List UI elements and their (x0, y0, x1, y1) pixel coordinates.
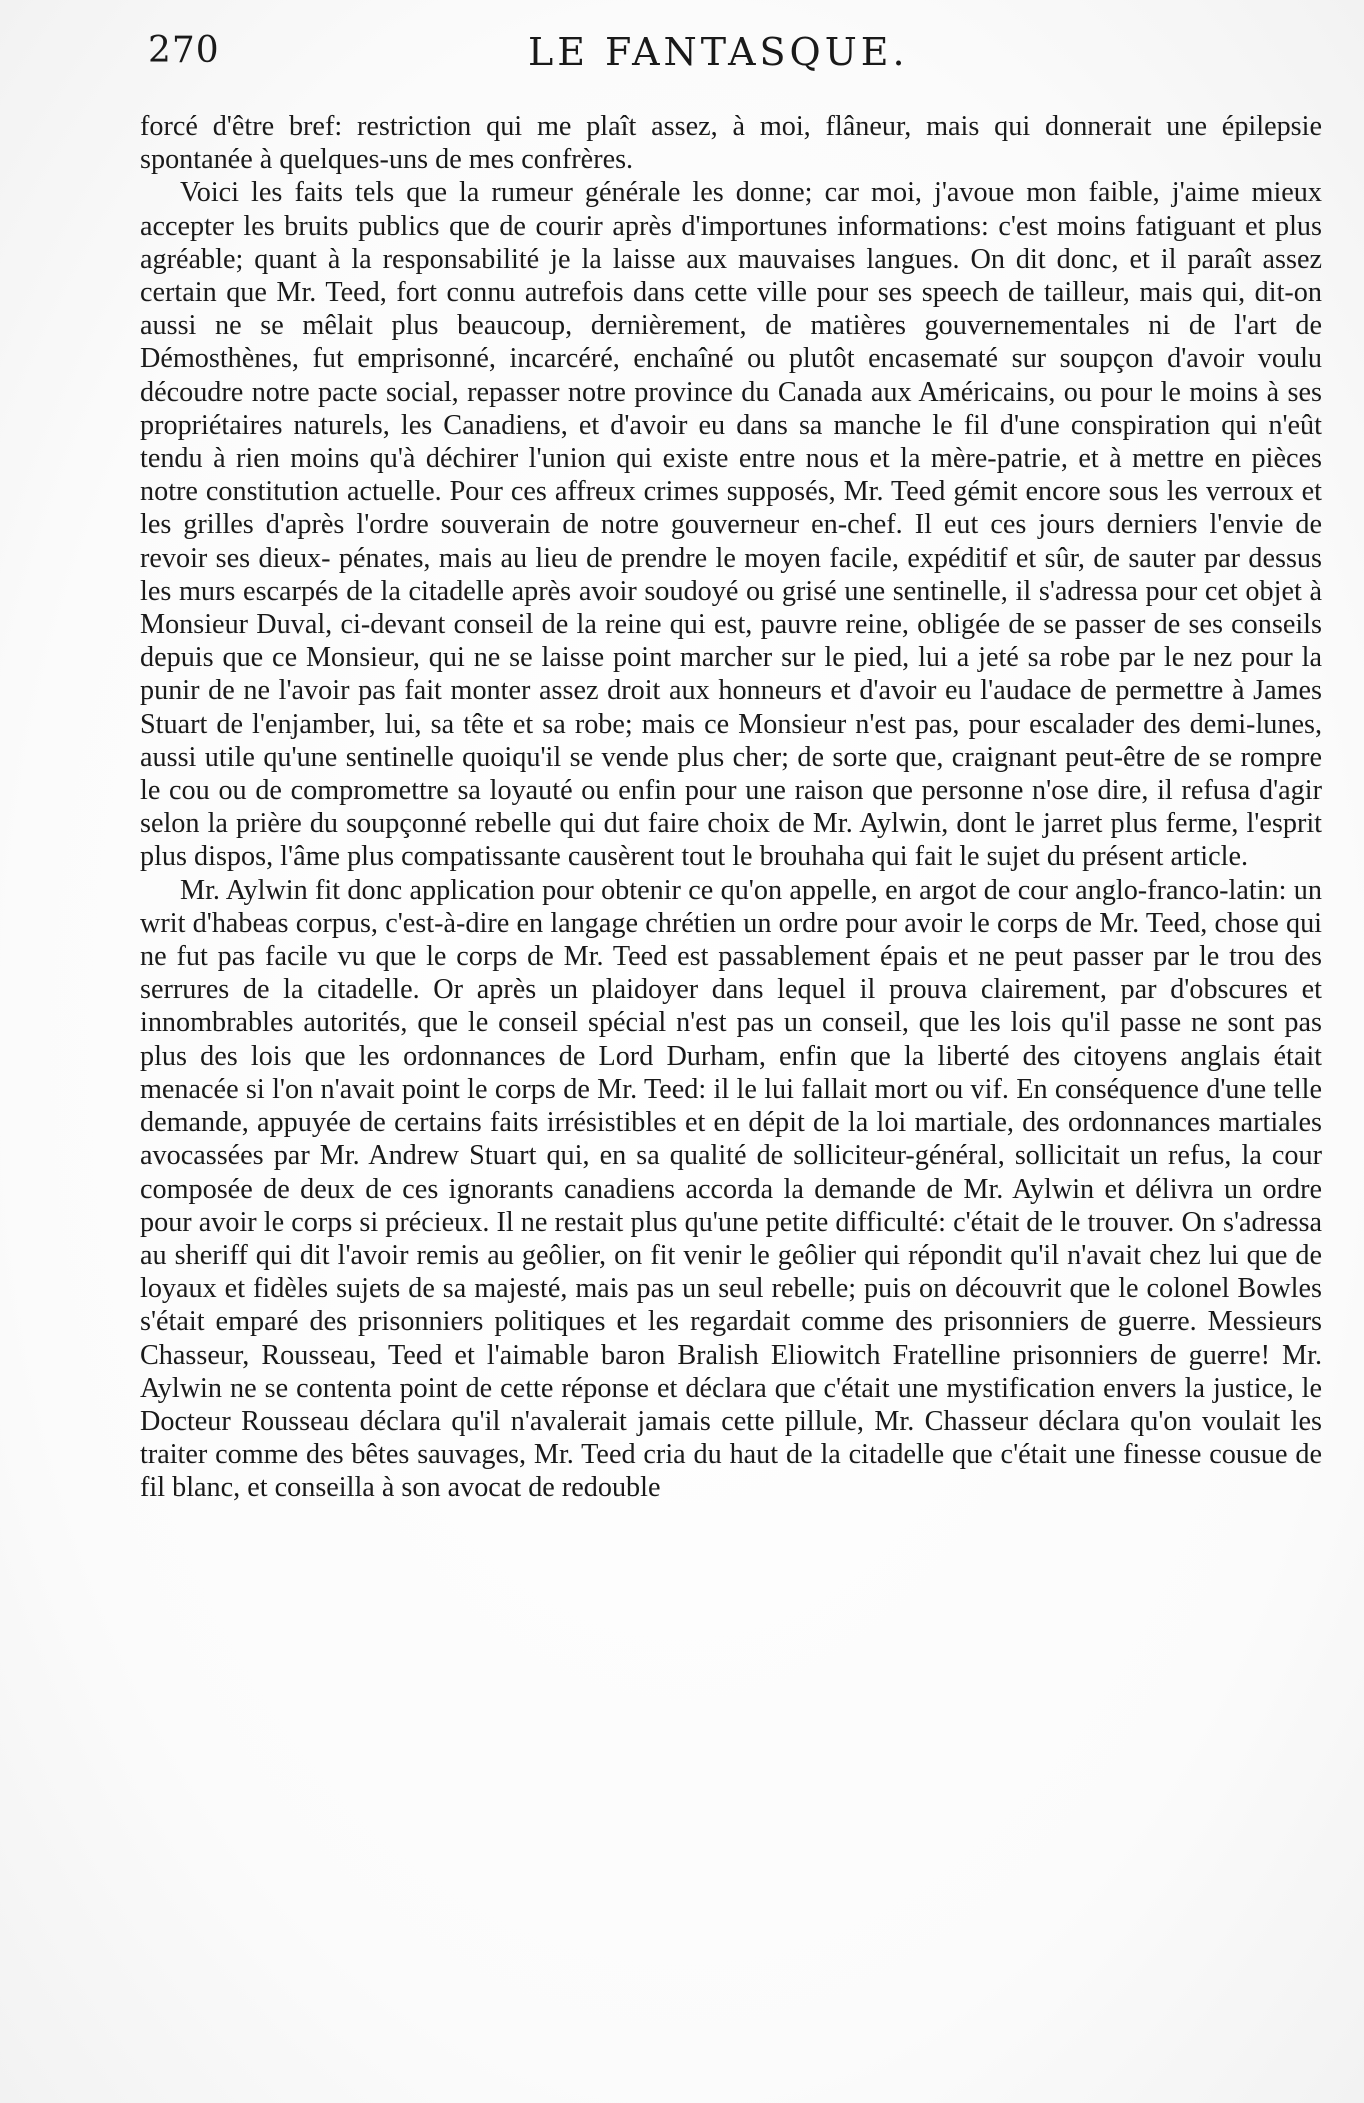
running-title: LE FANTASQUE. (528, 30, 909, 74)
paragraph-facts: Voici les faits tels que la rumeur générale les donne; car moi, j'avoue mon faible, j'aime mieux accepter les bruits publics que de courir après d'importunes informations: c'est moins fatiguant et plus agréable; quant à la responsabilité je la laisse aux mauvaises langues. On dit donc, et il paraît assez certain que Mr. Teed, fort connu autrefois dans cette ville pour ses speech de tailleur, mais qui, dit-on aussi ne se mêlait plus beaucoup, dernièrement, de matières gouvernementales ni de l'art de Démosthènes, fut emprisonné, incarcéré, enchaîné ou plutôt encasematé sur soupçon d'avoir voulu découdre notre pacte social, repasser notre province du Canada aux Américains, ou pour le moins à ses propriétaires naturels, les Canadiens, et d'avoir eu dans sa manche le fil d'une conspiration qui n'eût tendu à rien moins qu'à déchirer l'union qui existe entre nous et la mère-patrie, et à mettre en pièces notre constitution actuelle. Pour ces affreux crimes supposés, Mr. Teed gémit encore sous les verroux et les grilles d'après l'ordre souverain de notre gouverneur en-chef. Il eut ces jours derniers l'envie de revoir ses dieux- pénates, mais au lieu de prendre le moyen facile, expéditif et sûr, de sauter par dessus les murs escarpés de la citadelle après avoir soudoyé ou grisé une sentinelle, il s'adressa pour cet objet à Monsieur Duval, ci-devant conseil de la reine qui est, pauvre reine, obligée de se passer de ses conseils depuis que ce Monsieur, qui ne se laisse point marcher sur le pied, lui a jeté sa robe par le nez pour la punir de ne l'avoir pas fait monter assez droit aux honneurs et d'avoir eu l'audace de permettre à James Stuart de l'enjamber, lui, sa tête et sa robe; mais ce Monsieur n'est pas, pour escalader des demi-lunes, aussi utile qu'une sentinelle quoiqu'il se vende plus cher; de sorte que, craignant peut-être de se rompre le cou ou de compromettre sa loyauté ou enfin pour une raison que personne n'ose dire, il refusa d'agir selon la prière du soupçonné rebelle qui dut faire choix de Mr. Aylwin, dont le jarret plus ferme, l'esprit plus dispos, l'âme plus compatissante causèrent tout le brouhaha qui fait le sujet du présent article. (140, 177, 1322, 873)
page-header (148, 30, 1328, 90)
paragraph-continued: forcé d'être bref: restriction qui me plaît assez, à moi, flâneur, mais qui donnerait une épilepsie spontanée à quelques-uns de mes confrères. (140, 111, 1322, 176)
paragraph-habeas-corpus: Mr. Aylwin fit donc application pour obtenir ce qu'on appelle, en argot de cour anglo-franco-latin: un writ d'habeas corpus, c'est-à-dire en langage chrétien un ordre pour avoir le corps de Mr. Teed, chose qui ne fut pas facile vu que le corps de Mr. Teed est passablement épais et ne peut passer par le trou des serrures de la citadelle. Or après un plaidoyer dans lequel il prouva clairement, par d'obscures et innombrables autorités, que le conseil spécial n'est pas un conseil, que les lois qu'il passe ne sont pas plus des lois que les ordonnances de Lord Durham, enfin que la liberté des citoyens anglais était menacée si l'on n'avait point le corps de Mr. Teed: il le lui fallait mort ou vif. En conséquence d'une telle demande, appuyée de certains faits irrésistibles et en dépit de la loi martiale, des ordonnances martiales avocassées par Mr. Andrew Stuart qui, en sa qualité de solliciteur-général, sollicitait un refus, la cour composée de deux de ces ignorants canadiens accorda la demande de Mr. Aylwin et délivra un ordre pour avoir le corps si précieux. Il ne restait plus qu'une petite difficulté: c'était de le trouver. On s'adressa au sheriff qui dit l'avoir remis au geôlier, on fit venir le geôlier qui répondit qu'il n'avait chez lui que de loyaux et fidèles sujets de sa majesté, mais pas un seul rebelle; puis on découvrit que le colonel Bowles s'était emparé des prisonniers politiques et les regardait comme des prisonniers de guerre. Messieurs Chasseur, Rousseau, Teed et l'aimable baron Bralish Eliowitch Fratelline prisonniers de guerre! Mr. Aylwin ne se contenta point de cette réponse et déclara que c'était une mystification envers la justice, le Docteur Rousseau déclara qu'il n'avalerait jamais cette pillule, Mr. Chasseur déclara qu'on voulait les traiter comme des bêtes sauvages, Mr. Teed cria du haut de la citadelle que c'était une finesse cousue de fil blanc, et conseilla à son avocat de redouble (140, 874, 1322, 1504)
page-number: 270 (148, 30, 220, 71)
article-body (140, 110, 1322, 1505)
